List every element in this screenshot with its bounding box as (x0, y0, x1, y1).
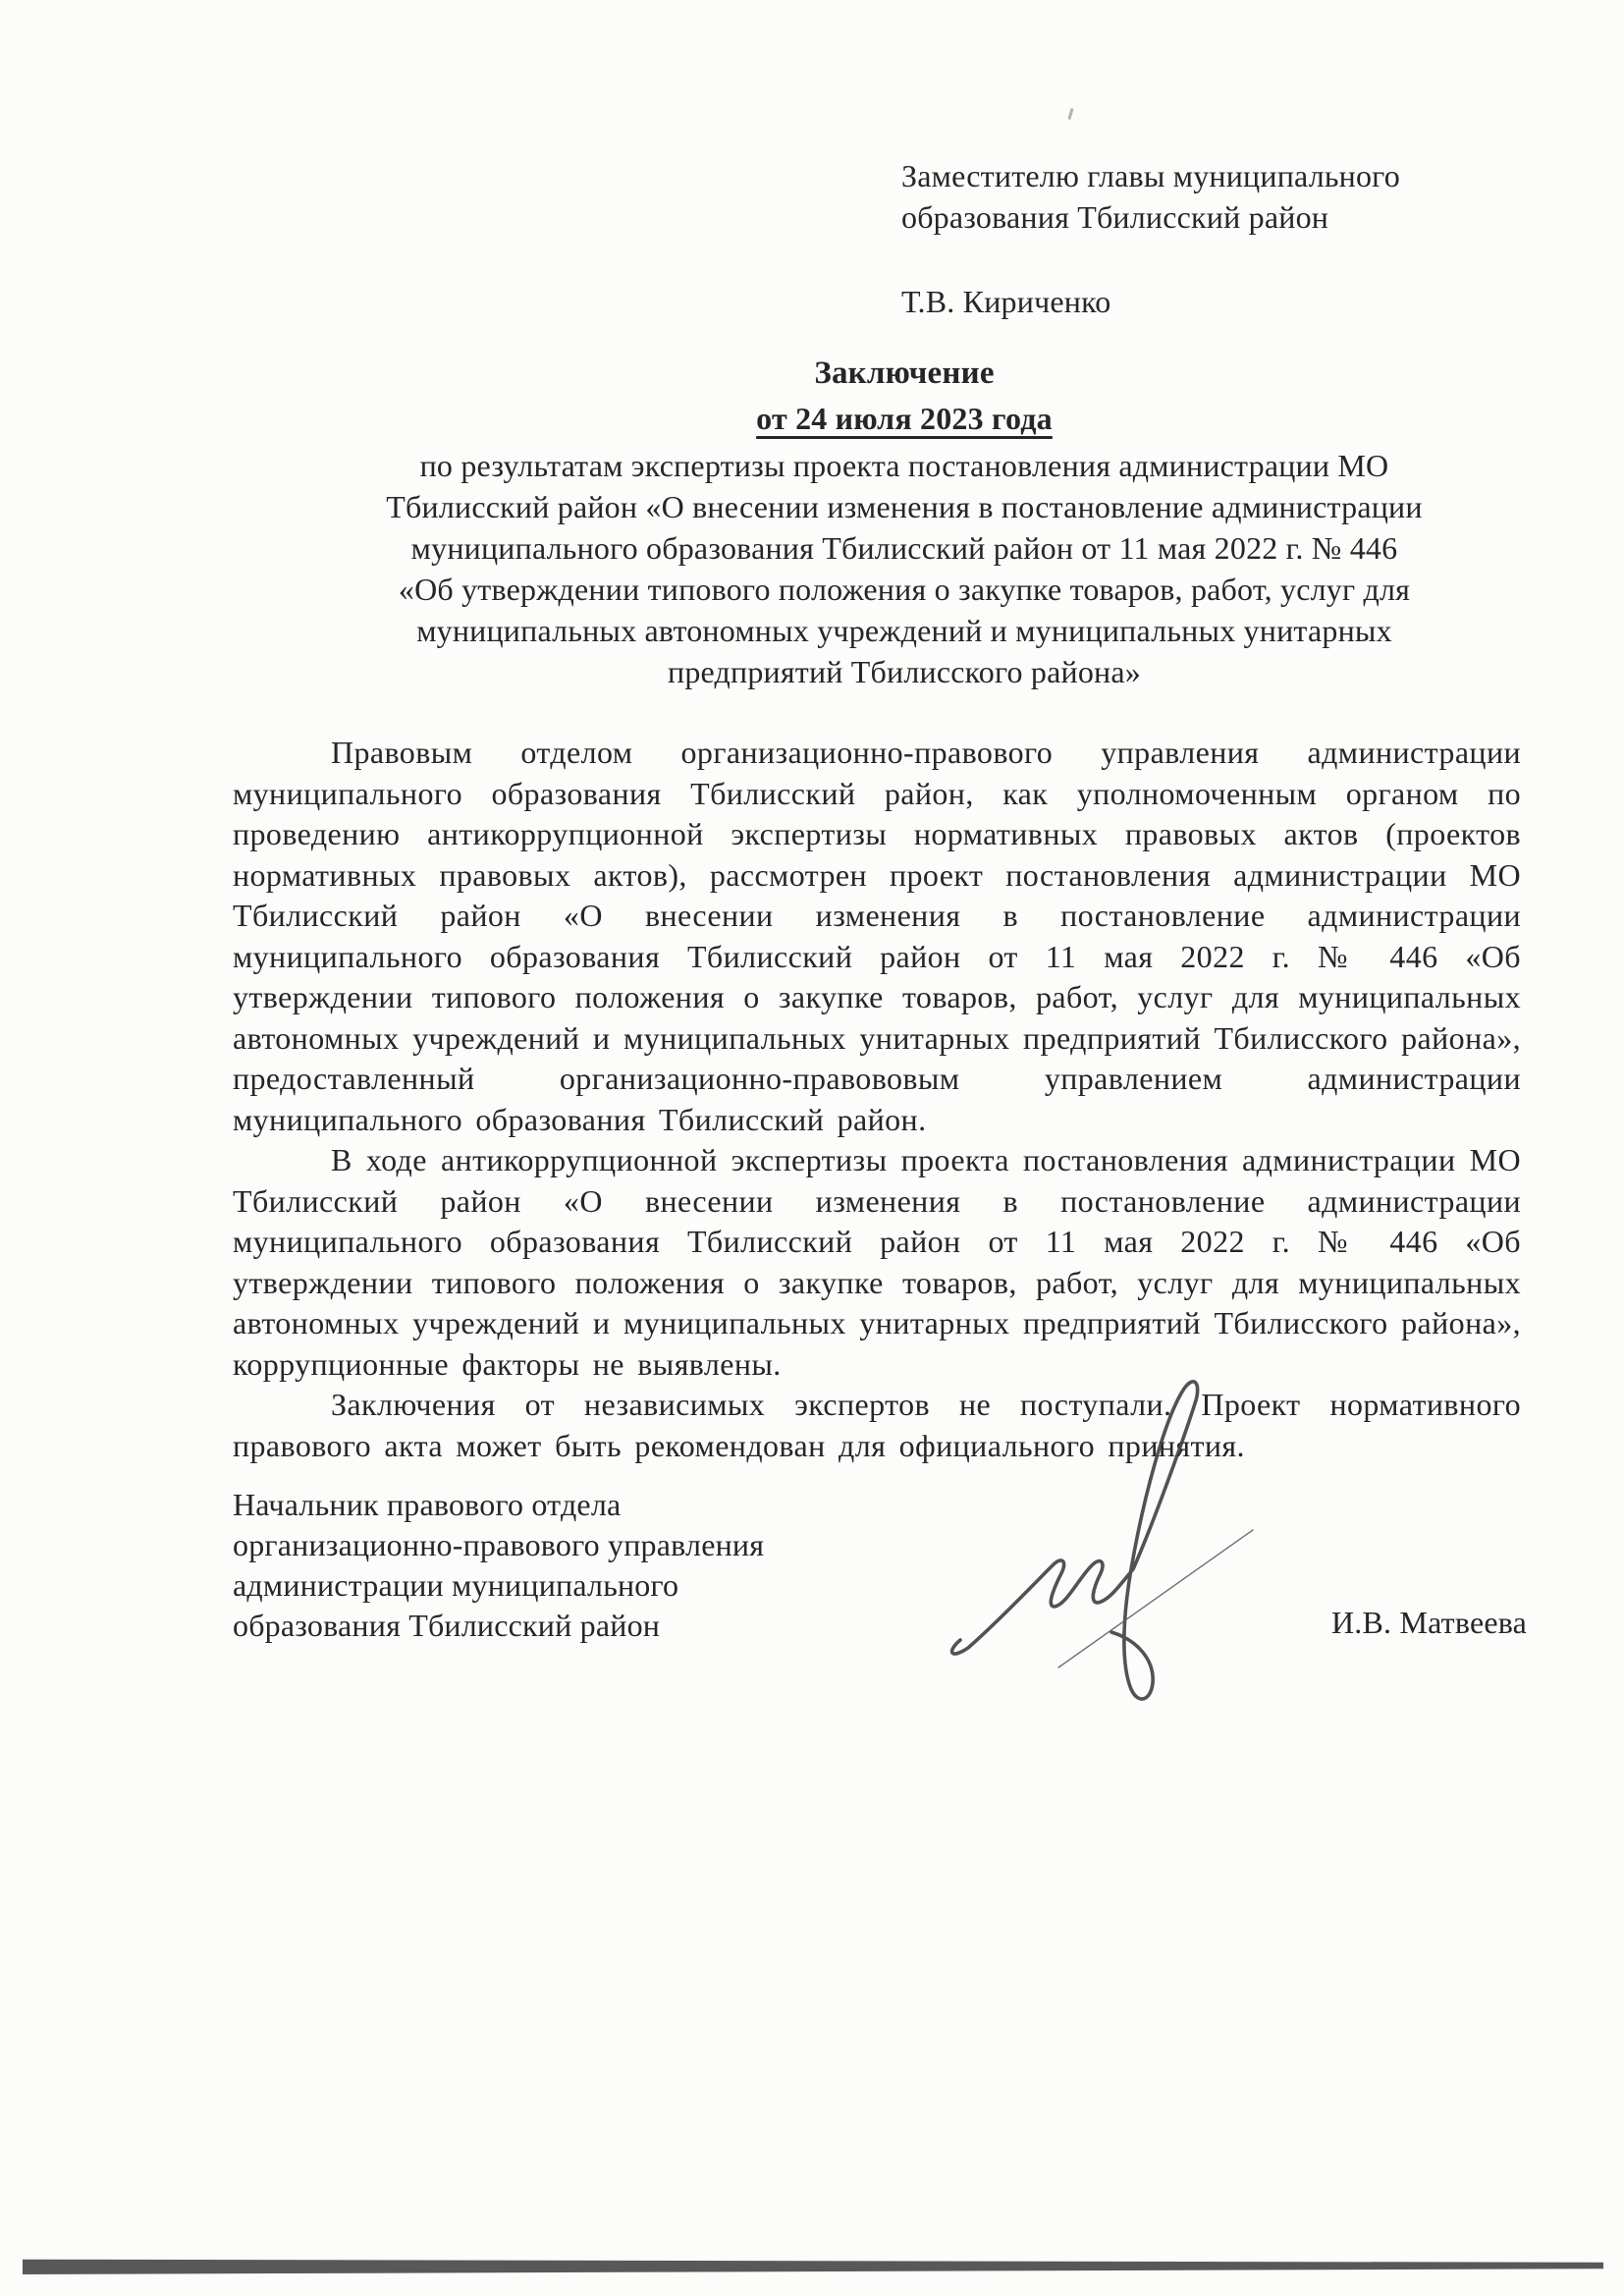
text-line: предприятий Тбилисского района» (668, 654, 1141, 689)
text-line: администрации муниципального (233, 1567, 679, 1603)
text-line: Начальник правового отдела (233, 1487, 622, 1522)
body-text (233, 733, 1521, 1466)
text-line: «Об утверждении типового положения о закупке товаров, работ, услуг для (398, 572, 1411, 607)
signer-name: И.В. Матвеева (1331, 1605, 1528, 1640)
document-subject (233, 445, 1576, 692)
document-date: от 24 июля 2023 года (756, 401, 1053, 436)
document-title: Заключение (814, 355, 995, 391)
paragraph-2: В ходе антикоррупционной экспертизы проекта постановления администрации МО Тбилисский район «О внесении изменения в постановление администрации муниципального образования Тбилисский район от 11 мая 2022 г. № 446 «Об утверждении типового положения о закупке товаров, работ, услуг для муниципальных автономных учреждений и муниципальных унитарных предприятий Тбилисского района», коррупционные факторы не выявлены. (233, 1142, 1521, 1382)
text-line: Тбилисский район «О внесении изменения в постановление администрации (386, 489, 1423, 524)
scan-speck (1067, 108, 1073, 120)
addressee-name: Т.В. Кириченко (901, 284, 1111, 319)
text-line: образования Тбилисский район (233, 1608, 661, 1643)
handwritten-signature (943, 1373, 1276, 1712)
title-block (233, 352, 1576, 692)
scan-bottom-edge-artifact (23, 2258, 1603, 2274)
text-line: по результатам экспертизы проекта постановления администрации МО (419, 448, 1389, 483)
text-line: организационно-правового управления (233, 1527, 765, 1562)
text-line: образования Тбилисский район (901, 199, 1329, 235)
paragraph-1: Правовым отделом организационно-правового управления администрации муниципального образования Тбилисский район, как уполномоченным органом по проведению антикоррупционной экспертизы нормативных правовых актов (проектов нормативных правовых актов), рассмотрен проект постановления администрации МО Тбилисский район «О внесении изменения в постановление администрации муниципального образования Тбилисский район от 11 мая 2022 г. № 446 «Об утверждении типового положения о закупке товаров, работ, услуг для муниципальных автономных учреждений и муниципальных унитарных предприятий Тбилисского района», предоставленный организационно-правововым управлением администрации муниципального образования Тбилисский район. (233, 735, 1521, 1137)
text-line: муниципальных автономных учреждений и муниципальных унитарных (416, 613, 1392, 648)
addressee-lines (901, 155, 1400, 238)
text-line: Заместителю главы муниципального (901, 158, 1400, 193)
signer-position-block (233, 1485, 764, 1646)
paragraph-3: Заключения от независимых экспертов не поступали. Проект нормативного правового акта может быть рекомендован для официального принятия. (233, 1387, 1521, 1463)
text-line: муниципального образования Тбилисский район от 11 мая 2022 г. № 446 (410, 530, 1398, 566)
addressee-block (901, 155, 1400, 322)
